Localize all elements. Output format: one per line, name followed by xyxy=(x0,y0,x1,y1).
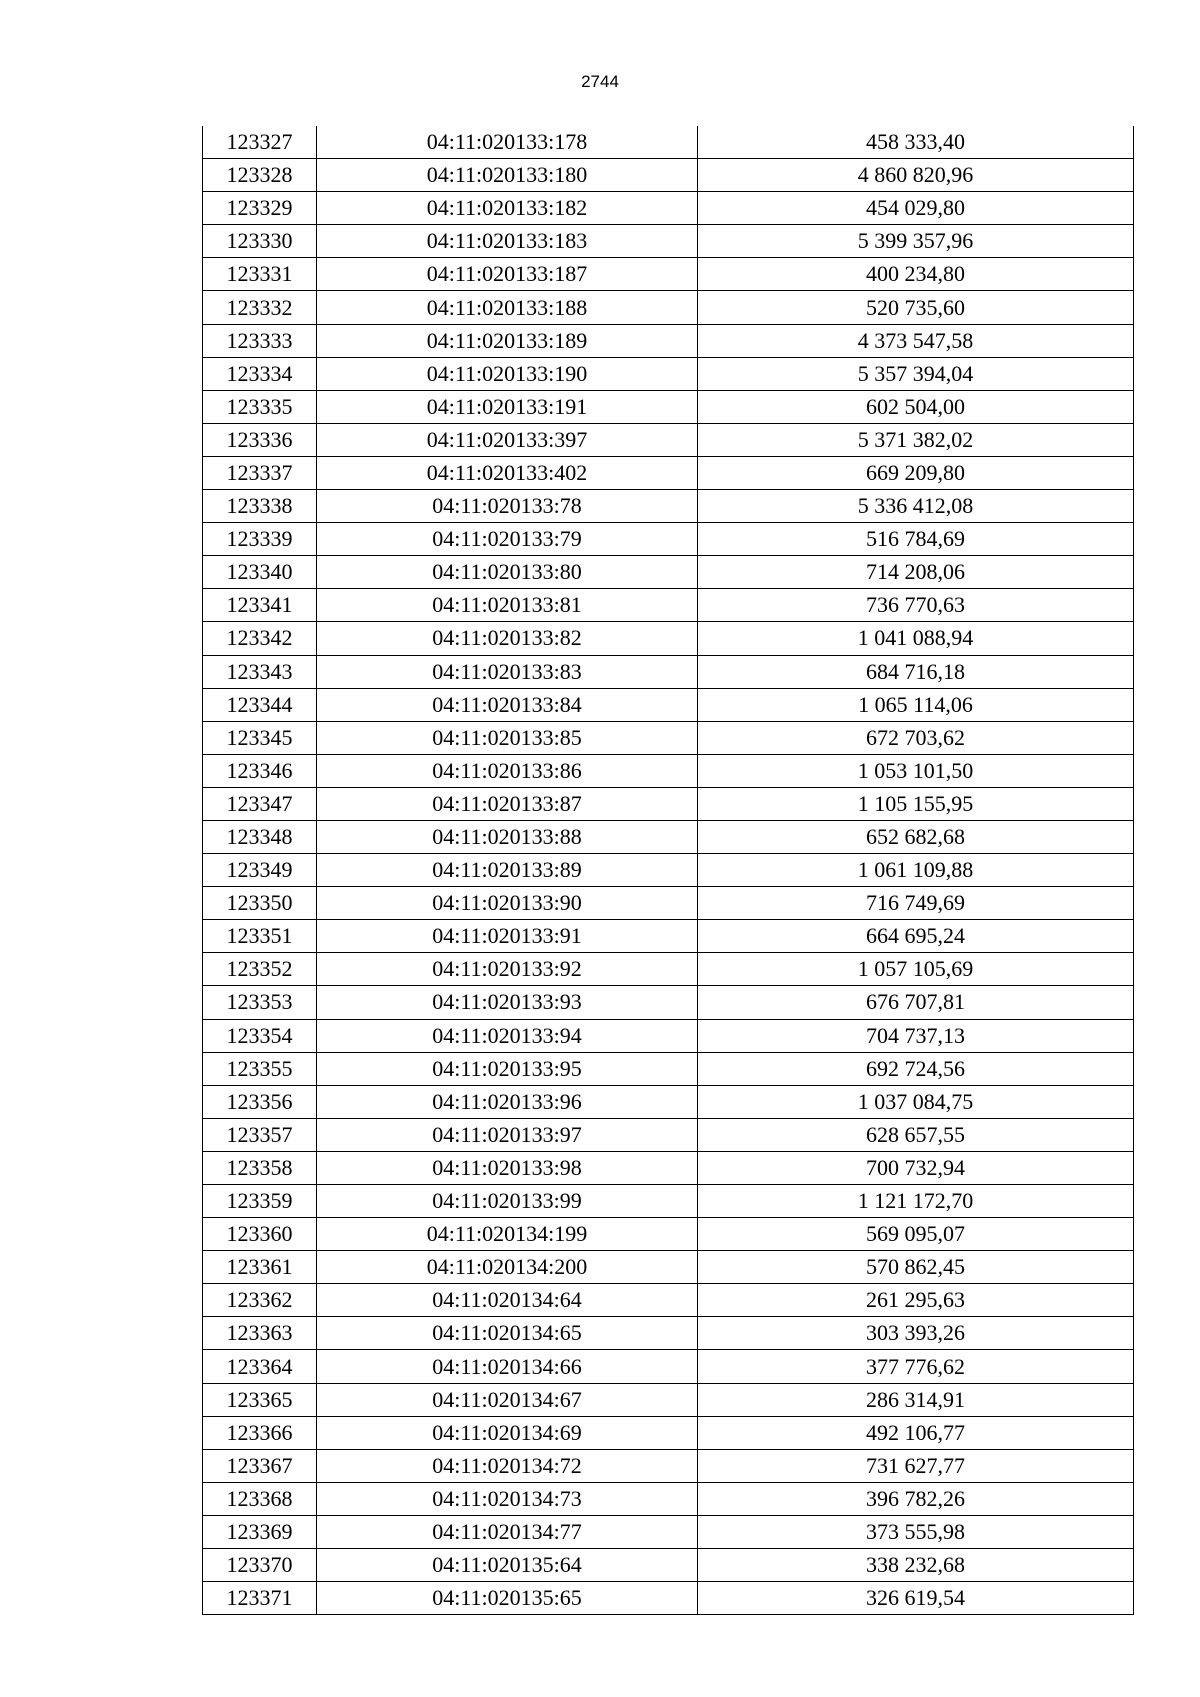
row-number-cell: 123334 xyxy=(203,357,317,390)
table-row xyxy=(203,854,1134,887)
cadastral-value-cell: 286 314,91 xyxy=(698,1383,1134,1416)
table-row xyxy=(203,1052,1134,1085)
cadastral-value-cell: 570 862,45 xyxy=(698,1251,1134,1284)
cadastral-value-cell: 672 703,62 xyxy=(698,721,1134,754)
cadastral-number-cell: 04:11:020133:82 xyxy=(317,622,698,655)
row-number-cell: 123354 xyxy=(203,1019,317,1052)
cadastral-value-cell: 5 371 382,02 xyxy=(698,423,1134,456)
row-number-cell: 123352 xyxy=(203,953,317,986)
row-number-cell: 123356 xyxy=(203,1085,317,1118)
table-row xyxy=(203,1317,1134,1350)
table-row xyxy=(203,456,1134,489)
cadastral-value-cell: 714 208,06 xyxy=(698,556,1134,589)
table-row xyxy=(203,787,1134,820)
cadastral-value-cell: 5 357 394,04 xyxy=(698,357,1134,390)
cadastral-value-cell: 4 860 820,96 xyxy=(698,159,1134,192)
table-row xyxy=(203,820,1134,853)
row-number-cell: 123363 xyxy=(203,1317,317,1350)
cadastral-value-cell: 5 399 357,96 xyxy=(698,225,1134,258)
table-row xyxy=(203,192,1134,225)
table-row xyxy=(203,159,1134,192)
cadastral-number-cell: 04:11:020133:91 xyxy=(317,920,698,953)
cadastral-number-cell: 04:11:020134:64 xyxy=(317,1284,698,1317)
table-row xyxy=(203,225,1134,258)
cadastral-number-cell: 04:11:020133:180 xyxy=(317,159,698,192)
cadastral-value-cell: 704 737,13 xyxy=(698,1019,1134,1052)
cadastral-value-cell: 669 209,80 xyxy=(698,456,1134,489)
cadastral-number-cell: 04:11:020133:90 xyxy=(317,887,698,920)
cadastral-number-cell: 04:11:020133:191 xyxy=(317,390,698,423)
cadastral-value-cell: 1 041 088,94 xyxy=(698,622,1134,655)
cadastral-value-cell: 1 105 155,95 xyxy=(698,787,1134,820)
table-row xyxy=(203,324,1134,357)
cadastral-value-cell: 692 724,56 xyxy=(698,1052,1134,1085)
table-row xyxy=(203,887,1134,920)
row-number-cell: 123336 xyxy=(203,423,317,456)
cadastral-number-cell: 04:11:020133:402 xyxy=(317,456,698,489)
table-row xyxy=(203,1350,1134,1383)
cadastral-value-cell: 1 057 105,69 xyxy=(698,953,1134,986)
cadastral-number-cell: 04:11:020135:64 xyxy=(317,1549,698,1582)
cadastral-number-cell: 04:11:020133:85 xyxy=(317,721,698,754)
row-number-cell: 123344 xyxy=(203,688,317,721)
table-row xyxy=(203,490,1134,523)
cadastral-value-cell: 1 121 172,70 xyxy=(698,1185,1134,1218)
cadastral-number-cell: 04:11:020133:93 xyxy=(317,986,698,1019)
cadastral-number-cell: 04:11:020133:187 xyxy=(317,258,698,291)
cadastral-number-cell: 04:11:020134:67 xyxy=(317,1383,698,1416)
cadastral-value-cell: 4 373 547,58 xyxy=(698,324,1134,357)
row-number-cell: 123329 xyxy=(203,192,317,225)
table-row xyxy=(203,1019,1134,1052)
table-row xyxy=(203,1118,1134,1151)
cadastral-value-cell: 454 029,80 xyxy=(698,192,1134,225)
cadastral-number-cell: 04:11:020134:199 xyxy=(317,1218,698,1251)
page-number: 2744 xyxy=(581,72,619,91)
cadastral-number-cell: 04:11:020133:189 xyxy=(317,324,698,357)
row-number-cell: 123328 xyxy=(203,159,317,192)
table-row xyxy=(203,1549,1134,1582)
cadastral-number-cell: 04:11:020134:77 xyxy=(317,1515,698,1548)
table-row xyxy=(203,1416,1134,1449)
row-number-cell: 123351 xyxy=(203,920,317,953)
table-body xyxy=(203,126,1134,1615)
cadastral-number-cell: 04:11:020135:65 xyxy=(317,1582,698,1615)
cadastral-value-cell: 1 065 114,06 xyxy=(698,688,1134,721)
row-number-cell: 123332 xyxy=(203,291,317,324)
row-number-cell: 123347 xyxy=(203,787,317,820)
table-row xyxy=(203,920,1134,953)
table-row xyxy=(203,655,1134,688)
cadastral-number-cell: 04:11:020133:96 xyxy=(317,1085,698,1118)
cadastral-value-cell: 736 770,63 xyxy=(698,589,1134,622)
cadastral-value-cell: 569 095,07 xyxy=(698,1218,1134,1251)
table-row xyxy=(203,1582,1134,1615)
table-row xyxy=(203,1218,1134,1251)
cadastral-number-cell: 04:11:020133:83 xyxy=(317,655,698,688)
row-number-cell: 123357 xyxy=(203,1118,317,1151)
cadastral-number-cell: 04:11:020133:182 xyxy=(317,192,698,225)
cadastral-value-cell: 684 716,18 xyxy=(698,655,1134,688)
cadastral-value-cell: 338 232,68 xyxy=(698,1549,1134,1582)
row-number-cell: 123368 xyxy=(203,1482,317,1515)
row-number-cell: 123369 xyxy=(203,1515,317,1548)
cadastral-value-cell: 520 735,60 xyxy=(698,291,1134,324)
table-row xyxy=(203,258,1134,291)
row-number-cell: 123370 xyxy=(203,1549,317,1582)
table-row xyxy=(203,688,1134,721)
cadastral-number-cell: 04:11:020133:99 xyxy=(317,1185,698,1218)
cadastral-value-cell: 373 555,98 xyxy=(698,1515,1134,1548)
table-row xyxy=(203,1284,1134,1317)
row-number-cell: 123345 xyxy=(203,721,317,754)
row-number-cell: 123330 xyxy=(203,225,317,258)
row-number-cell: 123359 xyxy=(203,1185,317,1218)
table-row xyxy=(203,1449,1134,1482)
cadastral-value-cell: 303 393,26 xyxy=(698,1317,1134,1350)
row-number-cell: 123362 xyxy=(203,1284,317,1317)
row-number-cell: 123346 xyxy=(203,754,317,787)
cadastral-value-cell: 716 749,69 xyxy=(698,887,1134,920)
cadastral-number-cell: 04:11:020133:80 xyxy=(317,556,698,589)
row-number-cell: 123331 xyxy=(203,258,317,291)
cadastral-value-table xyxy=(202,126,1134,1615)
cadastral-number-cell: 04:11:020133:178 xyxy=(317,126,698,159)
row-number-cell: 123333 xyxy=(203,324,317,357)
cadastral-number-cell: 04:11:020133:81 xyxy=(317,589,698,622)
cadastral-value-cell: 458 333,40 xyxy=(698,126,1134,159)
row-number-cell: 123371 xyxy=(203,1582,317,1615)
row-number-cell: 123335 xyxy=(203,390,317,423)
cadastral-number-cell: 04:11:020133:84 xyxy=(317,688,698,721)
cadastral-number-cell: 04:11:020133:78 xyxy=(317,490,698,523)
cadastral-number-cell: 04:11:020133:98 xyxy=(317,1151,698,1184)
table-row xyxy=(203,953,1134,986)
cadastral-number-cell: 04:11:020134:65 xyxy=(317,1317,698,1350)
cadastral-number-cell: 04:11:020133:89 xyxy=(317,854,698,887)
cadastral-value-cell: 652 682,68 xyxy=(698,820,1134,853)
row-number-cell: 123361 xyxy=(203,1251,317,1284)
table-row xyxy=(203,556,1134,589)
table-row xyxy=(203,1515,1134,1548)
cadastral-value-cell: 676 707,81 xyxy=(698,986,1134,1019)
cadastral-value-cell: 400 234,80 xyxy=(698,258,1134,291)
cadastral-number-cell: 04:11:020134:69 xyxy=(317,1416,698,1449)
cadastral-number-cell: 04:11:020133:188 xyxy=(317,291,698,324)
row-number-cell: 123338 xyxy=(203,490,317,523)
cadastral-number-cell: 04:11:020133:190 xyxy=(317,357,698,390)
row-number-cell: 123350 xyxy=(203,887,317,920)
cadastral-number-cell: 04:11:020133:88 xyxy=(317,820,698,853)
table-row xyxy=(203,1185,1134,1218)
cadastral-number-cell: 04:11:020133:92 xyxy=(317,953,698,986)
row-number-cell: 123353 xyxy=(203,986,317,1019)
table-row xyxy=(203,1085,1134,1118)
row-number-cell: 123348 xyxy=(203,820,317,853)
row-number-cell: 123364 xyxy=(203,1350,317,1383)
table-row xyxy=(203,1383,1134,1416)
cadastral-number-cell: 04:11:020134:200 xyxy=(317,1251,698,1284)
table-row xyxy=(203,291,1134,324)
row-number-cell: 123339 xyxy=(203,523,317,556)
row-number-cell: 123341 xyxy=(203,589,317,622)
cadastral-number-cell: 04:11:020133:94 xyxy=(317,1019,698,1052)
cadastral-value-cell: 5 336 412,08 xyxy=(698,490,1134,523)
cadastral-value-cell: 326 619,54 xyxy=(698,1582,1134,1615)
row-number-cell: 123342 xyxy=(203,622,317,655)
cadastral-number-cell: 04:11:020133:397 xyxy=(317,423,698,456)
cadastral-value-cell: 1 037 084,75 xyxy=(698,1085,1134,1118)
cadastral-number-cell: 04:11:020133:95 xyxy=(317,1052,698,1085)
cadastral-number-cell: 04:11:020133:87 xyxy=(317,787,698,820)
cadastral-value-cell: 602 504,00 xyxy=(698,390,1134,423)
cadastral-number-cell: 04:11:020133:183 xyxy=(317,225,698,258)
row-number-cell: 123349 xyxy=(203,854,317,887)
cadastral-value-cell: 628 657,55 xyxy=(698,1118,1134,1151)
cadastral-number-cell: 04:11:020134:72 xyxy=(317,1449,698,1482)
table-row xyxy=(203,357,1134,390)
row-number-cell: 123343 xyxy=(203,655,317,688)
row-number-cell: 123340 xyxy=(203,556,317,589)
cadastral-value-cell: 396 782,26 xyxy=(698,1482,1134,1515)
table-row xyxy=(203,721,1134,754)
cadastral-number-cell: 04:11:020134:66 xyxy=(317,1350,698,1383)
cadastral-value-cell: 1 061 109,88 xyxy=(698,854,1134,887)
table-row xyxy=(203,754,1134,787)
row-number-cell: 123327 xyxy=(203,126,317,159)
table-row xyxy=(203,622,1134,655)
row-number-cell: 123337 xyxy=(203,456,317,489)
table-row xyxy=(203,126,1134,159)
table-row xyxy=(203,1251,1134,1284)
cadastral-value-cell: 261 295,63 xyxy=(698,1284,1134,1317)
row-number-cell: 123365 xyxy=(203,1383,317,1416)
row-number-cell: 123360 xyxy=(203,1218,317,1251)
cadastral-number-cell: 04:11:020133:97 xyxy=(317,1118,698,1151)
row-number-cell: 123358 xyxy=(203,1151,317,1184)
table-row xyxy=(203,1151,1134,1184)
cadastral-number-cell: 04:11:020133:86 xyxy=(317,754,698,787)
table-row xyxy=(203,1482,1134,1515)
cadastral-value-cell: 731 627,77 xyxy=(698,1449,1134,1482)
row-number-cell: 123355 xyxy=(203,1052,317,1085)
cadastral-value-cell: 664 695,24 xyxy=(698,920,1134,953)
row-number-cell: 123366 xyxy=(203,1416,317,1449)
cadastral-value-cell: 1 053 101,50 xyxy=(698,754,1134,787)
table-row xyxy=(203,423,1134,456)
cadastral-value-cell: 492 106,77 xyxy=(698,1416,1134,1449)
table-row xyxy=(203,390,1134,423)
cadastral-value-cell: 377 776,62 xyxy=(698,1350,1134,1383)
row-number-cell: 123367 xyxy=(203,1449,317,1482)
cadastral-number-cell: 04:11:020134:73 xyxy=(317,1482,698,1515)
table-row xyxy=(203,986,1134,1019)
table-row xyxy=(203,589,1134,622)
cadastral-value-cell: 700 732,94 xyxy=(698,1151,1134,1184)
table-row xyxy=(203,523,1134,556)
cadastral-value-cell: 516 784,69 xyxy=(698,523,1134,556)
cadastral-number-cell: 04:11:020133:79 xyxy=(317,523,698,556)
